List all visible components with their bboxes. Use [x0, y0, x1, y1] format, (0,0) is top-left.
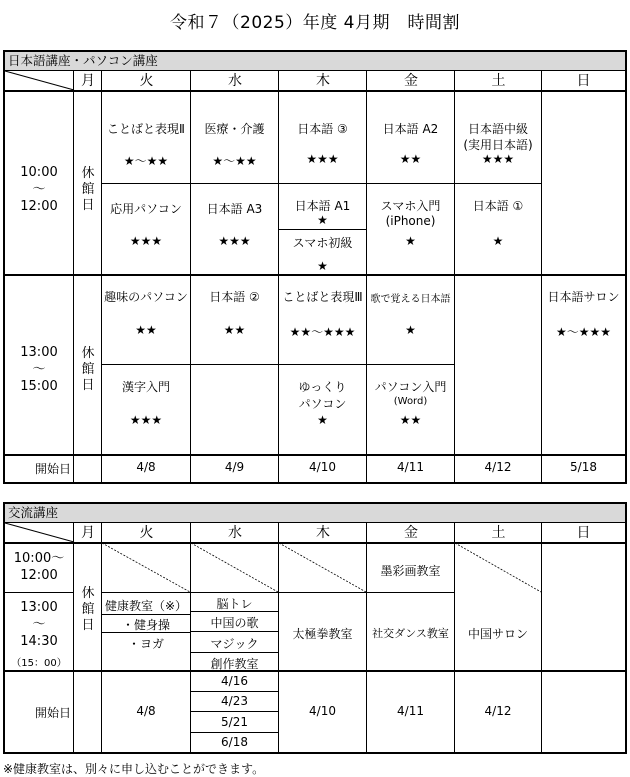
class-name: 社交ダンス教室 [372, 627, 449, 640]
start-date: 4/11 [397, 704, 424, 718]
level-stars: ★★～★★★ [289, 325, 356, 339]
start-date: 4/12 [484, 460, 512, 474]
class-name: 墨彩画教室 [380, 564, 441, 578]
class-name: マジック [210, 637, 259, 651]
footnote: ※健康教室は、別々に申し込むことができます。 [3, 762, 265, 776]
japanese-pc-section [3, 50, 627, 484]
class-name: 日本語 ③ [297, 122, 348, 136]
time-pm-note: （15：00） [11, 658, 67, 669]
class-name: 趣味のパソコン [104, 290, 188, 304]
time-am: 10:00～ 12:00 [13, 551, 65, 583]
start-date: 4/8 [136, 704, 156, 718]
start-date: 5/21 [221, 715, 248, 729]
level-stars: ★★★ [306, 152, 339, 166]
level-stars: ★～★★ [212, 154, 257, 168]
class-name: ゆっくり [298, 380, 347, 394]
class-name: 日本語 ① [472, 199, 524, 213]
class-name: ことばと表現Ⅱ [107, 122, 185, 136]
class-name: 歌で覚える日本語 [370, 294, 451, 305]
class-name: スマホ入門 [380, 199, 441, 213]
level-stars: ★★★ [129, 413, 163, 427]
level-stars: ★★★ [218, 234, 251, 248]
day-fri: 金 [404, 525, 418, 541]
day-sun: 日 [576, 525, 591, 541]
level-stars: ★★ [223, 323, 246, 337]
start-date: 4/10 [309, 704, 336, 718]
start-date: 4/11 [397, 460, 424, 474]
day-wed: 水 [228, 525, 242, 541]
level-stars: ★★ [399, 413, 422, 427]
start-date: 4/8 [136, 460, 156, 474]
level-stars: ★★ [135, 323, 157, 337]
time-am: 10:00 ～ 12:00 [20, 165, 58, 214]
empty-slot-diagonal [455, 543, 541, 592]
start-date: 6/18 [221, 735, 248, 749]
start-date: 4/16 [221, 674, 248, 688]
time-pm: 13:00 ～ 14:30 [20, 600, 58, 649]
closed-label-am: 休 館 日 [81, 166, 95, 213]
class-name: 健康教室（※） [104, 599, 188, 613]
start-date: 4/12 [484, 704, 512, 718]
day-thu: 木 [316, 525, 330, 541]
day-sat: 土 [491, 73, 506, 89]
class-name: パソコン入門 [374, 380, 447, 394]
day-sun: 日 [576, 73, 591, 89]
level-stars: ★ [405, 234, 416, 248]
day-thu: 木 [316, 73, 330, 89]
day-fri: 金 [404, 73, 418, 89]
day-mon: 月 [81, 73, 95, 89]
start-date: 4/9 [224, 460, 245, 474]
class-name: ことばと表現Ⅲ [282, 290, 363, 304]
day-mon: 月 [81, 525, 95, 541]
page-title: 令和７（2025）年度 4月期 時間割 [170, 13, 460, 33]
class-name: 医療・介護 [204, 122, 265, 136]
level-stars: ★ [492, 234, 504, 248]
class-name: ・ヨガ [127, 637, 164, 651]
empty-slot-diagonal [102, 543, 190, 592]
start-date: 5/18 [570, 460, 597, 474]
class-name: スマホ初級 [292, 236, 353, 250]
class-subtitle: (iPhone) [385, 214, 436, 228]
closed-label-pm: 休 館 日 [81, 346, 95, 393]
start-date: 4/10 [309, 460, 336, 474]
class-name: パソコン [298, 397, 347, 411]
level-stars: ★ [405, 323, 416, 337]
empty-slot-diagonal [279, 543, 366, 592]
level-stars: ★★★ [481, 152, 515, 166]
level-stars: ★ [317, 259, 328, 273]
class-name: 応用パソコン [110, 202, 182, 216]
class-subtitle: (Word) [393, 396, 428, 407]
empty-slot-diagonal [191, 543, 278, 592]
day-wed: 水 [228, 73, 242, 89]
start-date-label: 開始日 [34, 462, 71, 476]
level-stars: ★★ [399, 152, 422, 166]
level-stars: ★ [317, 413, 328, 427]
level-stars: ★～★★★ [555, 325, 612, 339]
corner-diagonal [5, 71, 74, 90]
class-name: 日本語 A3 [206, 202, 263, 216]
class-name: 日本語サロン [547, 290, 620, 304]
closed-label: 休 館 日 [81, 586, 95, 633]
section-title: 日本語講座・パソコン講座 [5, 52, 625, 70]
class-name: 脳トレ [216, 597, 253, 611]
time-pm: 13:00 ～ 15:00 [20, 345, 58, 394]
class-name: 太極拳教室 [292, 627, 353, 641]
day-tue: 火 [139, 525, 154, 541]
corner-diagonal [5, 523, 74, 542]
level-stars: ★ [317, 213, 328, 227]
class-name: 日本語 A2 [382, 122, 439, 136]
day-tue: 火 [139, 73, 154, 89]
class-name: 日本語 ② [209, 290, 260, 304]
class-name: ・健身操 [121, 618, 170, 632]
class-name: 日本語 A1 [294, 199, 351, 213]
level-stars: ★★★ [129, 234, 163, 248]
exchange-section [3, 502, 627, 754]
class-name: 中国の歌 [210, 616, 259, 630]
level-stars: ★～★★ [123, 154, 169, 168]
class-name: 日本語中級 [467, 122, 528, 136]
class-subtitle: (実用日本語) [463, 138, 533, 152]
section-title: 交流講座 [5, 504, 625, 522]
start-date: 4/23 [221, 694, 248, 708]
class-name: 創作教室 [210, 657, 259, 671]
day-sat: 土 [491, 525, 506, 541]
class-name: 漢字入門 [121, 380, 170, 394]
start-date-label: 開始日 [34, 706, 71, 720]
class-name: 中国サロン [467, 627, 528, 641]
